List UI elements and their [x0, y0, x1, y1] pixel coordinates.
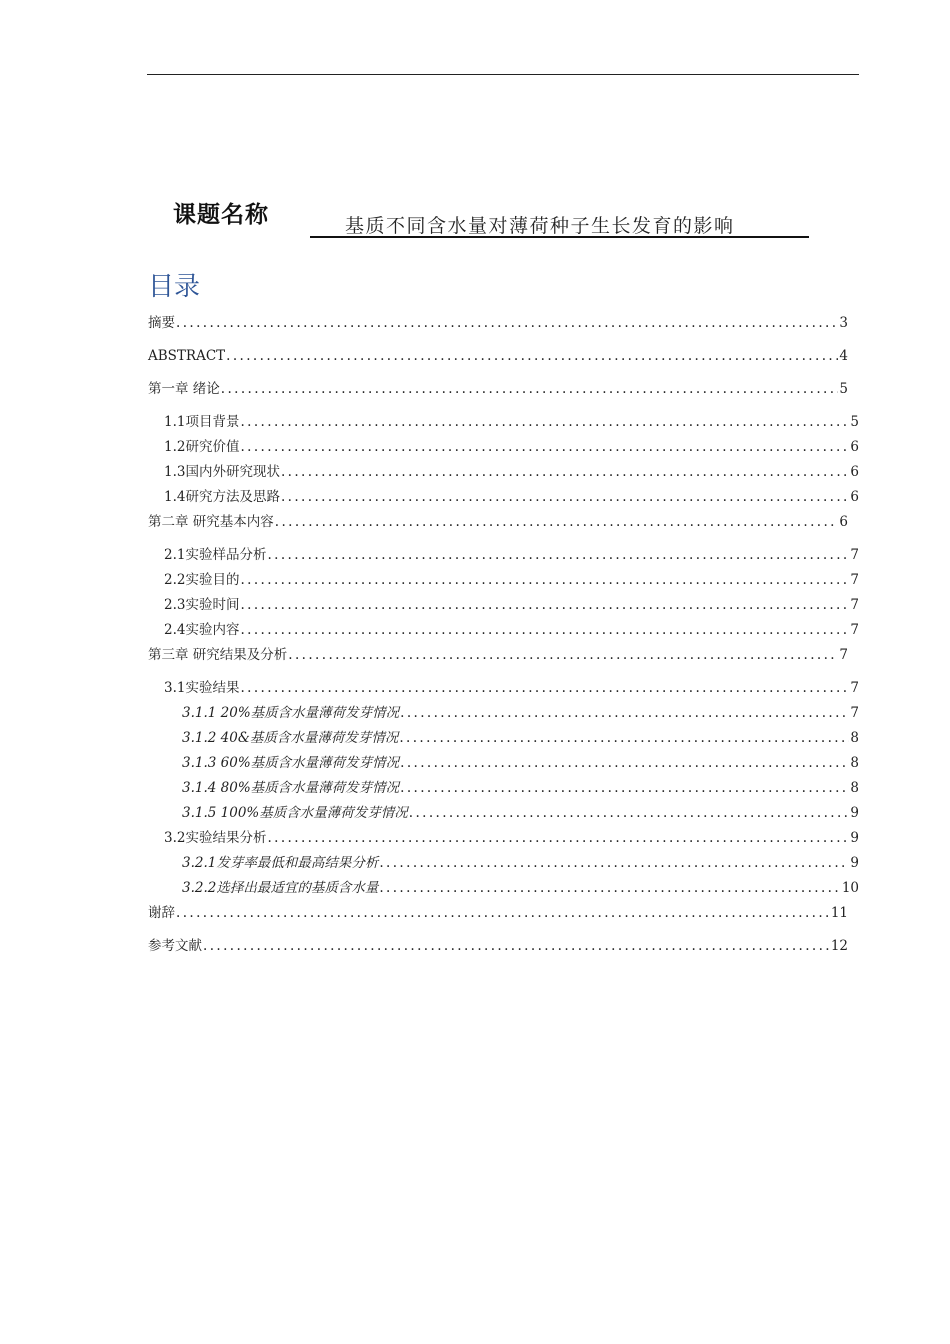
toc-leader — [240, 596, 849, 614]
toc-page-number: 3 — [839, 315, 848, 331]
toc-page-number: 9 — [850, 805, 859, 821]
toc-entry[interactable]: 3.2实验结果分析 ..... 9 — [164, 829, 859, 847]
toc-entry[interactable]: 3.1.3 60%基质含水量薄荷发芽情况 ..... 8 — [182, 754, 859, 772]
toc-leader — [240, 621, 849, 639]
toc-page-number: 10 — [841, 880, 859, 896]
toc-entry[interactable]: 2.3实验时间 ..... 7 — [164, 596, 859, 614]
toc-leader — [400, 754, 849, 772]
toc-page-number: 9 — [850, 830, 859, 846]
toc-page-number: 6 — [850, 489, 859, 505]
toc-leader — [240, 679, 849, 697]
toc-entry[interactable]: ABSTRACT ..... 4 — [148, 347, 848, 365]
toc-leader — [267, 546, 849, 564]
toc-leader — [240, 413, 849, 431]
toc-page-number: 5 — [850, 414, 859, 430]
toc-page-number: 6 — [850, 439, 859, 455]
toc-page-number: 8 — [850, 755, 859, 771]
toc-entry[interactable]: 3.1.5 100%基质含水量薄荷发芽情况 ..... 9 — [182, 804, 859, 822]
toc-page-number: 7 — [850, 597, 859, 613]
toc-page-number: 4 — [839, 348, 848, 364]
toc-leader — [379, 854, 849, 872]
toc-leader — [176, 904, 830, 922]
toc-entry[interactable]: 摘要 ..... 3 — [148, 314, 848, 332]
toc-page-number: 9 — [850, 855, 859, 871]
toc-entry[interactable]: 3.2.1发芽率最低和最高结果分析 ..... 9 — [182, 854, 859, 872]
toc-entry[interactable]: 1.4研究方法及思路 ..... 6 — [164, 488, 859, 506]
toc-leader — [275, 513, 839, 531]
toc-entry[interactable]: 3.1实验结果 ..... 7 — [164, 679, 859, 697]
toc-leader — [203, 937, 830, 955]
toc-leader — [240, 438, 849, 456]
toc-leader — [288, 646, 838, 664]
toc-leader — [221, 380, 839, 398]
toc-leader — [226, 347, 838, 365]
toc-leader — [399, 729, 849, 747]
title-underline — [310, 236, 809, 238]
toc-entry[interactable]: 1.2研究价值 ..... 6 — [164, 438, 859, 456]
toc-entry[interactable]: 第一章 绪论 ..... 5 — [148, 380, 848, 398]
toc-page-number: 7 — [839, 647, 848, 663]
toc-entry[interactable]: 1.1项目背景 ..... 5 — [164, 413, 859, 431]
toc-page-number: 12 — [830, 938, 848, 954]
toc-leader — [379, 879, 840, 897]
title-label: 课题名称 — [173, 202, 269, 228]
toc-leader — [176, 314, 838, 332]
toc-page-number: 7 — [850, 572, 859, 588]
toc-entry[interactable]: 3.1.1 20%基质含水量薄荷发芽情况 ..... 7 — [182, 704, 859, 722]
toc-page-number: 7 — [850, 547, 859, 563]
toc-leader — [281, 488, 849, 506]
toc-page-number: 6 — [850, 464, 859, 480]
toc-entry[interactable]: 2.4实验内容 ..... 7 — [164, 621, 859, 639]
toc-entry[interactable]: 第三章 研究结果及分析 ..... 7 — [148, 646, 848, 664]
toc-entry[interactable]: 1.3国内外研究现状 ..... 6 — [164, 463, 859, 481]
toc-leader — [240, 571, 849, 589]
toc-page-number: 11 — [830, 905, 848, 921]
header-rule — [147, 74, 859, 75]
toc-entry[interactable]: 3.1.2 40&基质含水量薄荷发芽情况 ..... 8 — [182, 729, 859, 747]
toc-page-number: 7 — [850, 622, 859, 638]
toc-entry[interactable]: 第二章 研究基本内容 ..... 6 — [148, 513, 848, 531]
toc-entry[interactable]: 2.1实验样品分析 ..... 7 — [164, 546, 859, 564]
toc-page-number: 6 — [839, 514, 848, 530]
toc-leader — [400, 704, 849, 722]
toc-page-number: 5 — [839, 381, 848, 397]
toc-page-number: 8 — [850, 730, 859, 746]
toc-entry[interactable]: 3.2.2选择出最适宜的基质含水量 ..... 10 — [182, 879, 859, 897]
toc-entry[interactable]: 谢辞 ..... 11 — [148, 904, 848, 922]
toc-page-number: 7 — [850, 705, 859, 721]
toc-leader — [267, 829, 849, 847]
toc-page-number: 8 — [850, 780, 859, 796]
thesis-title: 基质不同含水量对薄荷种子生长发育的影响 — [345, 215, 735, 237]
toc-leader — [409, 804, 850, 822]
toc-entry[interactable]: 3.1.4 80%基质含水量薄荷发芽情况 ..... 8 — [182, 779, 859, 797]
toc-page-number: 7 — [850, 680, 859, 696]
toc-entry[interactable]: 2.2实验目的 ..... 7 — [164, 571, 859, 589]
toc-leader — [400, 779, 849, 797]
toc-heading: 目录 — [148, 272, 201, 302]
toc-leader — [281, 463, 849, 481]
toc-entry[interactable]: 参考文献 ..... 12 — [148, 937, 848, 955]
